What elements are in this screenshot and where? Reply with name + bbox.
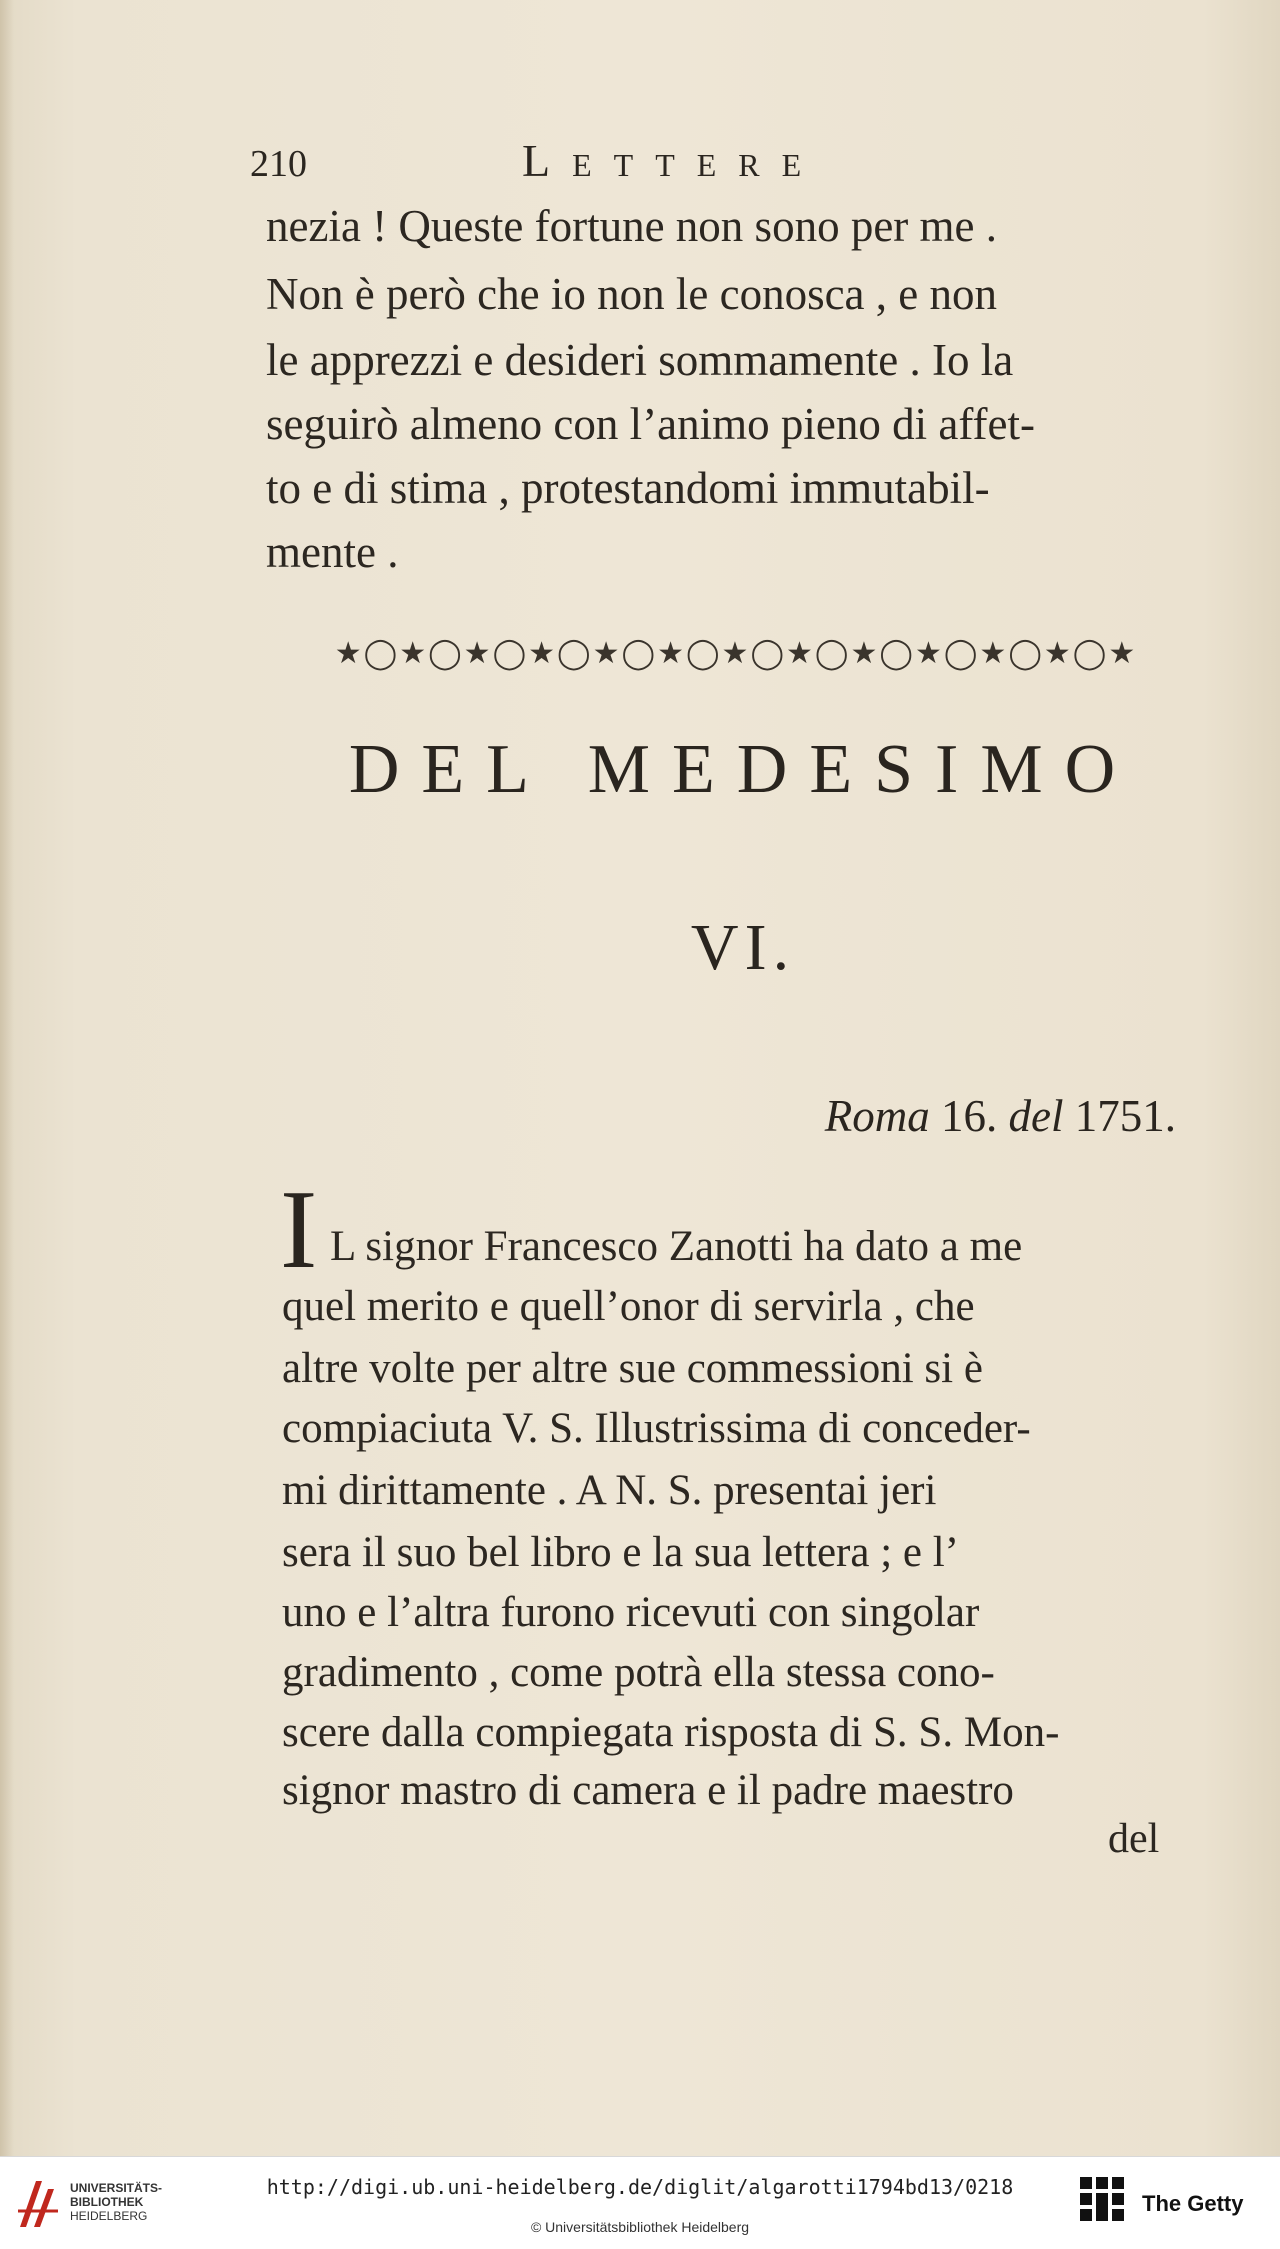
text-line: mi dirittamente . A N. S. presentai jeri [282, 1467, 937, 1514]
ornamental-divider: ★◯★◯★◯★◯★◯★◯★◯★◯★◯★◯★◯★◯★ [334, 636, 1138, 671]
viewer-footer [0, 2156, 1280, 2249]
catchword: del [1108, 1816, 1160, 1862]
text-line: quel merito e quell’onor di servirla , che [282, 1283, 975, 1330]
text-line: seguirò almeno con l’animo pieno di affet- [266, 399, 1035, 449]
text-line: L signor Francesco Zanotti ha dato a me [330, 1223, 1023, 1270]
text-line: uno e l’altra furono ricevuti con singolar [282, 1589, 980, 1636]
partner-name: The Getty [1142, 2191, 1244, 2216]
text-line: altre volte per altre sue commessioni si è [282, 1345, 983, 1392]
text-line: le apprezzi e desideri sommamente . Io la [266, 335, 1014, 385]
text-line: to e di stima , protestandomi immutabil- [266, 463, 990, 513]
getty-logo-icon[interactable] [1076, 2171, 1132, 2239]
copyright-notice: © Universitätsbibliothek Heidelberg [530, 2219, 750, 2235]
dateline-place: Roma [824, 1091, 930, 1141]
dateline-day: 16. [941, 1091, 998, 1141]
dateline-year: 1751. [1074, 1091, 1176, 1141]
source-url-link[interactable]: http://digi.ub.uni-heidelberg.de/diglit/algarotti1794bd13/0218 [266, 2175, 1014, 2199]
text-line: mente . [266, 527, 399, 577]
section-heading: DEL MEDESIMO [348, 731, 1138, 808]
text-line: nezia ! Queste fortune non sono per me . [266, 201, 998, 251]
text-line: compiaciuta V. S. Illustrissima di conceder- [282, 1405, 1031, 1452]
page-number: 210 [250, 143, 307, 185]
drop-cap: I [280, 1168, 318, 1292]
page-gutter-shadow [0, 0, 14, 2156]
dateline-word: del [1008, 1091, 1064, 1141]
letter-number: VI. [690, 911, 796, 984]
library-name: UNIVERSITÄTS- BIBLIOTHEK HEIDELBERG [70, 2181, 163, 2223]
text-line: sera il suo bel libro e la sua lettera ; e l’ [282, 1529, 959, 1576]
running-head [250, 135, 970, 192]
text-line: signor mastro di camera e il padre maestro [282, 1767, 1014, 1814]
text-line: Non è però che io non le conosca , e non [266, 269, 998, 319]
text-line: gradimento , come potrà ella stessa cono- [282, 1649, 995, 1696]
dateline [825, 1090, 1176, 1142]
running-title: Lettere [522, 135, 824, 186]
text-line: scere dalla compiegata risposta di S. S. Mon- [282, 1709, 1060, 1756]
